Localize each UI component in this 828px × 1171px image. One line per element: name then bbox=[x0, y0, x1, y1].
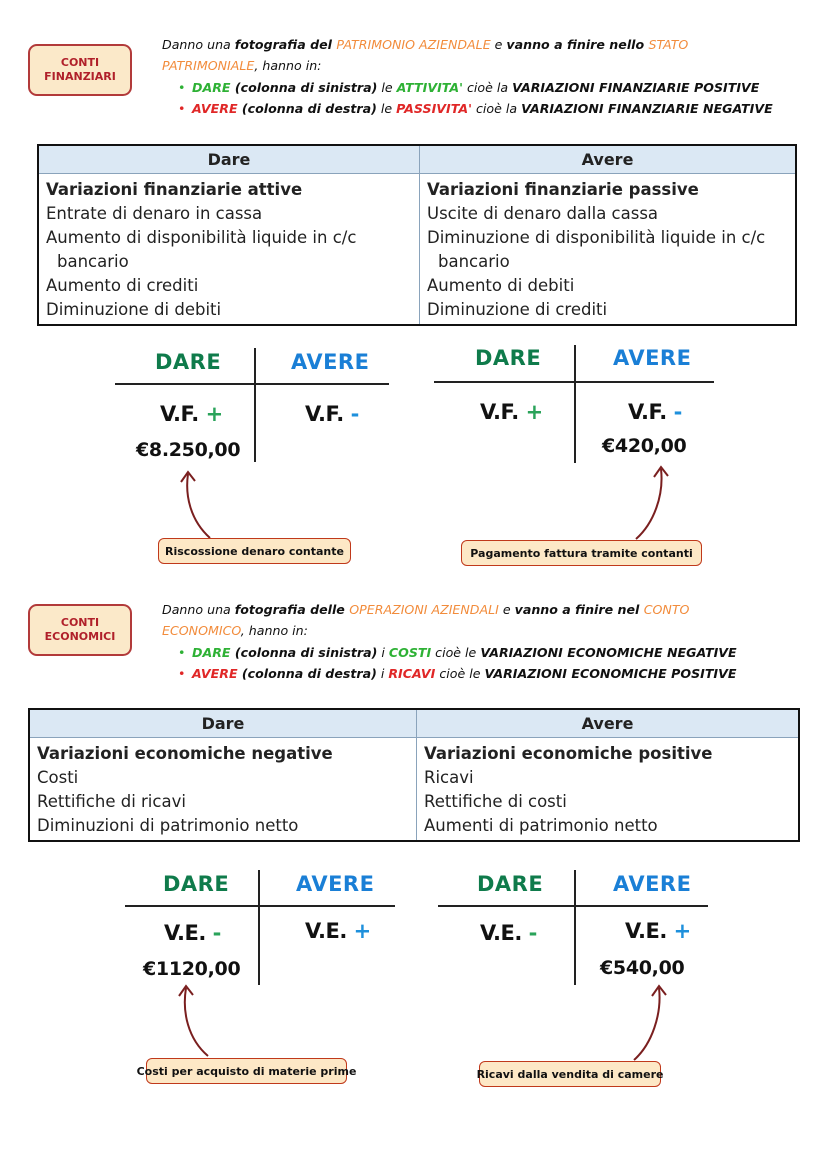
intro-text: fotografia delle bbox=[234, 602, 350, 617]
minus-sign: - bbox=[673, 400, 682, 424]
t-account-horizontal-line bbox=[125, 905, 395, 907]
bullet-text: VARIAZIONI ECONOMICHE NEGATIVE bbox=[480, 645, 737, 660]
table-cell-heading: Variazioni economiche positive bbox=[424, 744, 713, 763]
table-header-avere: Avere bbox=[417, 709, 800, 738]
curved-arrow-icon bbox=[176, 984, 216, 1060]
dare-label: DARE bbox=[163, 872, 230, 896]
plus-sign: + bbox=[353, 919, 371, 943]
badge-label: CONTI FINANZIARI bbox=[44, 56, 116, 83]
variation-label: V.E. bbox=[164, 921, 206, 945]
t-account-vertical-line bbox=[574, 870, 576, 985]
bullet-text: cioè la bbox=[462, 80, 513, 95]
t-account-vertical-line bbox=[574, 345, 576, 463]
t-account-horizontal-line bbox=[115, 383, 389, 385]
table-cell-line: Entrate di denaro in cassa bbox=[46, 204, 263, 223]
bullet-text: cioè le bbox=[431, 645, 481, 660]
table-cell-heading: Variazioni economiche negative bbox=[37, 744, 333, 763]
bullet-text: (colonna di destra) bbox=[237, 666, 377, 681]
bullet-text: cioè le bbox=[435, 666, 485, 681]
bullet-dare bbox=[182, 642, 812, 663]
table-cell-line: Ricavi bbox=[424, 768, 474, 787]
amount: €1120,00 bbox=[143, 958, 241, 980]
intro-text: , hanno in: bbox=[240, 623, 308, 638]
dare-label: DARE bbox=[477, 872, 544, 896]
left-variation bbox=[164, 921, 221, 945]
amount: €540,00 bbox=[600, 957, 685, 979]
right-variation bbox=[625, 919, 691, 943]
table-cell-line: Diminuzione di debiti bbox=[46, 300, 222, 319]
intro-paragraph bbox=[162, 34, 762, 76]
table-cell-avere bbox=[420, 174, 797, 326]
curved-arrow-icon bbox=[180, 470, 220, 542]
intro-text: vanno a finire nello bbox=[506, 37, 649, 52]
left-variation bbox=[480, 400, 543, 424]
callout-pagamento: Pagamento fattura tramite contanti bbox=[461, 540, 702, 566]
bullet-highlight: ATTIVITA' bbox=[396, 80, 463, 95]
intro-highlight: CONTO ECONOMICO bbox=[162, 602, 690, 638]
table-cell-line: Costi bbox=[37, 768, 79, 787]
intro-paragraph bbox=[162, 599, 762, 641]
minus-sign: - bbox=[212, 921, 221, 945]
avere-label: AVERE bbox=[296, 872, 375, 896]
variation-label: V.F. bbox=[160, 402, 199, 426]
bullet-text: VARIAZIONI ECONOMICHE POSITIVE bbox=[484, 666, 737, 681]
table-cell-line: Aumento di disponibilità liquide in c/c bbox=[46, 228, 357, 247]
plus-sign: + bbox=[205, 402, 223, 426]
table-cell-heading: Variazioni finanziarie passive bbox=[427, 180, 699, 199]
variation-label: V.E. bbox=[480, 921, 522, 945]
table-cell-avere bbox=[417, 738, 800, 842]
dare-label: DARE bbox=[475, 346, 542, 370]
bullet-list bbox=[182, 642, 812, 684]
bullet-text: VARIAZIONI FINANZIARIE NEGATIVE bbox=[521, 101, 773, 116]
variation-label: V.E. bbox=[305, 919, 347, 943]
intro-highlight: PATRIMONIO AZIENDALE bbox=[336, 37, 491, 52]
table-header-avere: Avere bbox=[420, 145, 797, 174]
intro-highlight: OPERAZIONI AZIENDALI bbox=[349, 602, 499, 617]
bullet-text: le bbox=[377, 80, 397, 95]
variation-label: V.F. bbox=[480, 400, 519, 424]
intro-text: Danno una bbox=[162, 37, 235, 52]
intro-text: e bbox=[498, 602, 515, 617]
left-variation bbox=[480, 921, 537, 945]
badge-label: CONTI ECONOMICI bbox=[44, 616, 116, 643]
variation-label: V.F. bbox=[628, 400, 667, 424]
table-cell-line: Aumento di crediti bbox=[46, 276, 199, 295]
bullet-text: VARIAZIONI FINANZIARIE POSITIVE bbox=[512, 80, 760, 95]
callout-riscossione: Riscossione denaro contante bbox=[158, 538, 351, 564]
bullet-text: (colonna di destra) bbox=[237, 101, 377, 116]
amount: €8.250,00 bbox=[136, 439, 241, 461]
dare-label: DARE bbox=[155, 350, 222, 374]
t-account-vertical-line bbox=[254, 348, 256, 462]
avere-word: AVERE bbox=[192, 101, 238, 116]
curved-arrow-icon bbox=[630, 465, 670, 543]
intro-text: vanno a finire nel bbox=[514, 602, 644, 617]
plus-sign: + bbox=[525, 400, 543, 424]
bullet-avere bbox=[182, 98, 812, 119]
table-cell-line: Aumenti di patrimonio netto bbox=[424, 816, 658, 835]
avere-label: AVERE bbox=[291, 350, 370, 374]
avere-word: AVERE bbox=[192, 666, 238, 681]
bullet-dare bbox=[182, 77, 812, 98]
variation-label: V.E. bbox=[625, 919, 667, 943]
bullet-text: (colonna di sinistra) bbox=[230, 645, 378, 660]
callout-ricavi: Ricavi dalla vendita di camere bbox=[479, 1061, 661, 1087]
intro-text: , hanno in: bbox=[254, 58, 322, 73]
table-cell-line: Aumento di debiti bbox=[427, 276, 575, 295]
right-variation bbox=[305, 402, 359, 426]
table-cell-heading: Variazioni finanziarie attive bbox=[46, 180, 303, 199]
minus-sign: - bbox=[350, 402, 359, 426]
intro-text: e bbox=[490, 37, 507, 52]
bullet-text: i bbox=[376, 666, 389, 681]
bullet-text: i bbox=[377, 645, 389, 660]
table-cell-line: Diminuzione di crediti bbox=[427, 300, 608, 319]
right-variation bbox=[628, 400, 682, 424]
table-header-dare: Dare bbox=[38, 145, 420, 174]
dare-word: DARE bbox=[192, 645, 231, 660]
variation-label: V.F. bbox=[305, 402, 344, 426]
bullet-avere bbox=[182, 663, 812, 684]
variazioni-economiche-table bbox=[28, 708, 800, 842]
avere-label: AVERE bbox=[613, 346, 692, 370]
intro-text: Danno una bbox=[162, 602, 235, 617]
table-cell-line: Diminuzione di disponibilità liquide in c/c bbox=[427, 228, 766, 247]
t-account-vertical-line bbox=[258, 870, 260, 985]
bullet-text: le bbox=[376, 101, 397, 116]
dare-word: DARE bbox=[192, 80, 231, 95]
curved-arrow-icon bbox=[628, 984, 668, 1064]
plus-sign: + bbox=[673, 919, 691, 943]
callout-costi: Costi per acquisto di materie prime bbox=[146, 1058, 347, 1084]
table-cell-dare bbox=[38, 174, 420, 326]
intro-text: fotografia del bbox=[234, 37, 337, 52]
table-cell-line: bancario bbox=[438, 252, 510, 271]
right-variation bbox=[305, 919, 371, 943]
bullet-highlight: RICAVI bbox=[388, 666, 436, 681]
table-cell-line: Diminuzioni di patrimonio netto bbox=[37, 816, 299, 835]
table-cell-line: Uscite di denaro dalla cassa bbox=[427, 204, 659, 223]
variazioni-finanziarie-table bbox=[37, 144, 797, 326]
left-variation bbox=[160, 402, 223, 426]
bullet-highlight: COSTI bbox=[388, 645, 432, 660]
conti-finanziari-badge bbox=[28, 44, 132, 96]
bullet-text: (colonna di sinistra) bbox=[230, 80, 378, 95]
table-header-dare: Dare bbox=[29, 709, 417, 738]
bullet-text: cioè la bbox=[471, 101, 522, 116]
bullet-list bbox=[182, 77, 812, 119]
table-cell-line: Rettifiche di costi bbox=[424, 792, 567, 811]
table-cell-line: bancario bbox=[57, 252, 129, 271]
conti-economici-badge bbox=[28, 604, 132, 656]
minus-sign: - bbox=[528, 921, 537, 945]
intro-highlight: STATO PATRIMONIALE bbox=[162, 37, 689, 73]
amount: €420,00 bbox=[602, 435, 687, 457]
bullet-highlight: PASSIVITA' bbox=[396, 101, 472, 116]
t-account-horizontal-line bbox=[438, 905, 708, 907]
avere-label: AVERE bbox=[613, 872, 692, 896]
section2-intro bbox=[162, 599, 812, 684]
section1-intro bbox=[162, 34, 812, 119]
table-cell-dare bbox=[29, 738, 417, 842]
table-cell-line: Rettifiche di ricavi bbox=[37, 792, 186, 811]
